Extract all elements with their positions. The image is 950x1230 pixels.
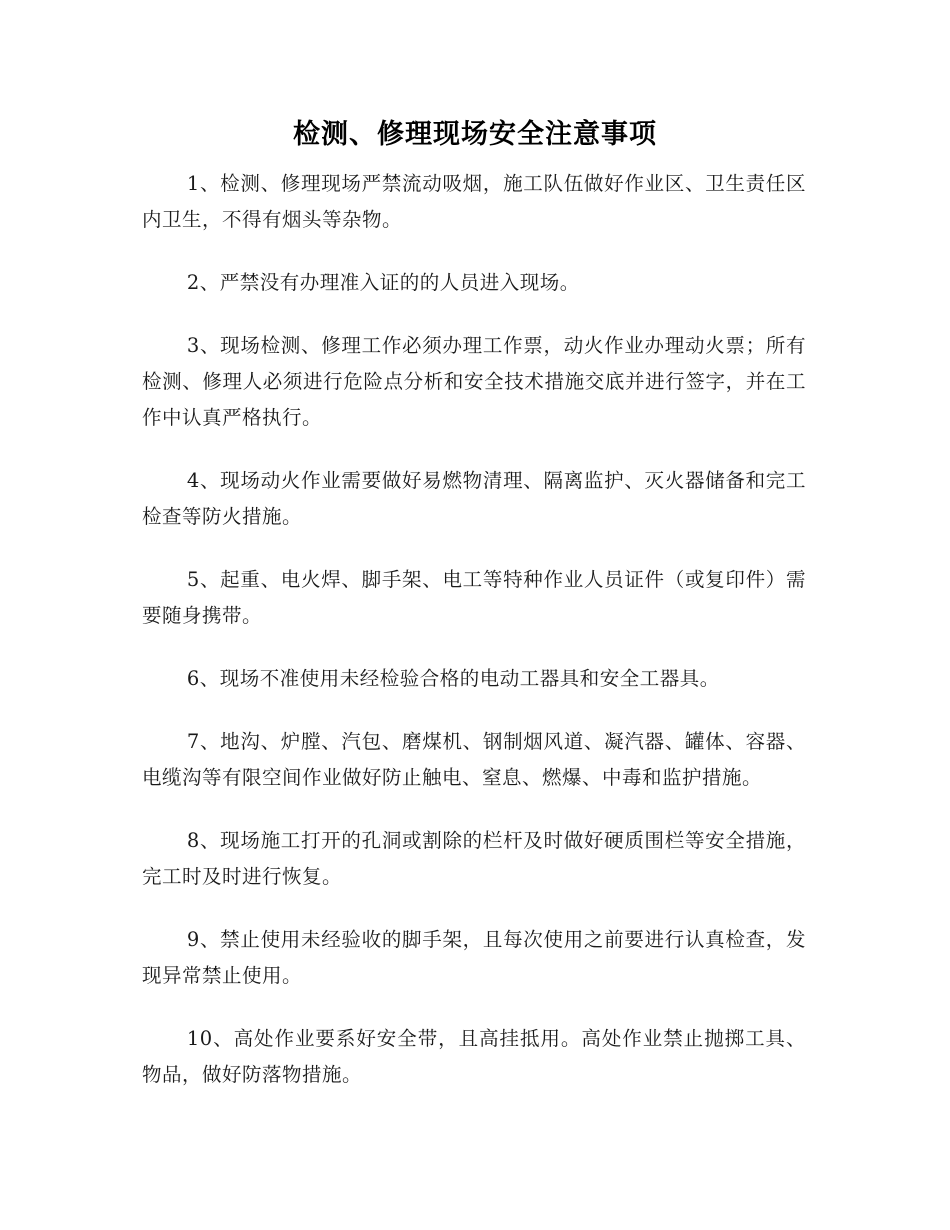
list-item-2: 2、严禁没有办理准入证的的人员进入现场。	[186, 271, 580, 294]
list-item-3: 3、现场检测、修理工作必须办理工作票，动火作业办理动火票；所有检测、修理人必须进行危险点分析和安全技术措施交底并进行签字，并在工作中认真严格执行。	[142, 334, 806, 429]
list-item-10: 10、高处作业要系好安全带，且高挂抵用。高处作业禁止抛掷工具、物品，做好防落物措施。	[142, 1027, 806, 1086]
list-item-4: 4、现场动火作业需要做好易燃物清理、隔离监护、灭火器储备和完工检查等防火措施。	[142, 469, 806, 528]
list-item-6: 6、现场不准使用未经检验合格的电动工器具和安全工器具。	[186, 667, 720, 690]
list-item-1: 1、检测、修理现场严禁流动吸烟，施工队伍做好作业区、卫生责任区内卫生，不得有烟头等杂物。	[142, 172, 806, 231]
list-item-8: 8、现场施工打开的孔洞或割除的栏杆及时做好硬质围栏等安全措施，完工时及时进行恢复。	[142, 829, 806, 888]
document-body	[142, 166, 806, 1120]
document-title: 检测、修理现场安全注意事项	[293, 119, 657, 150]
list-item-7: 7、地沟、炉膛、汽包、磨煤机、钢制烟风道、凝汽器、罐体、容器、电缆沟等有限空间作业做好防止触电、窒息、燃爆、中毒和监护措施。	[142, 730, 806, 789]
list-item-9: 9、禁止使用未经验收的脚手架，且每次使用之前要进行认真检查，发现异常禁止使用。	[142, 928, 806, 987]
list-item-5: 5、起重、电火焊、脚手架、电工等特种作业人员证件（或复印件）需要随身携带。	[142, 568, 806, 627]
